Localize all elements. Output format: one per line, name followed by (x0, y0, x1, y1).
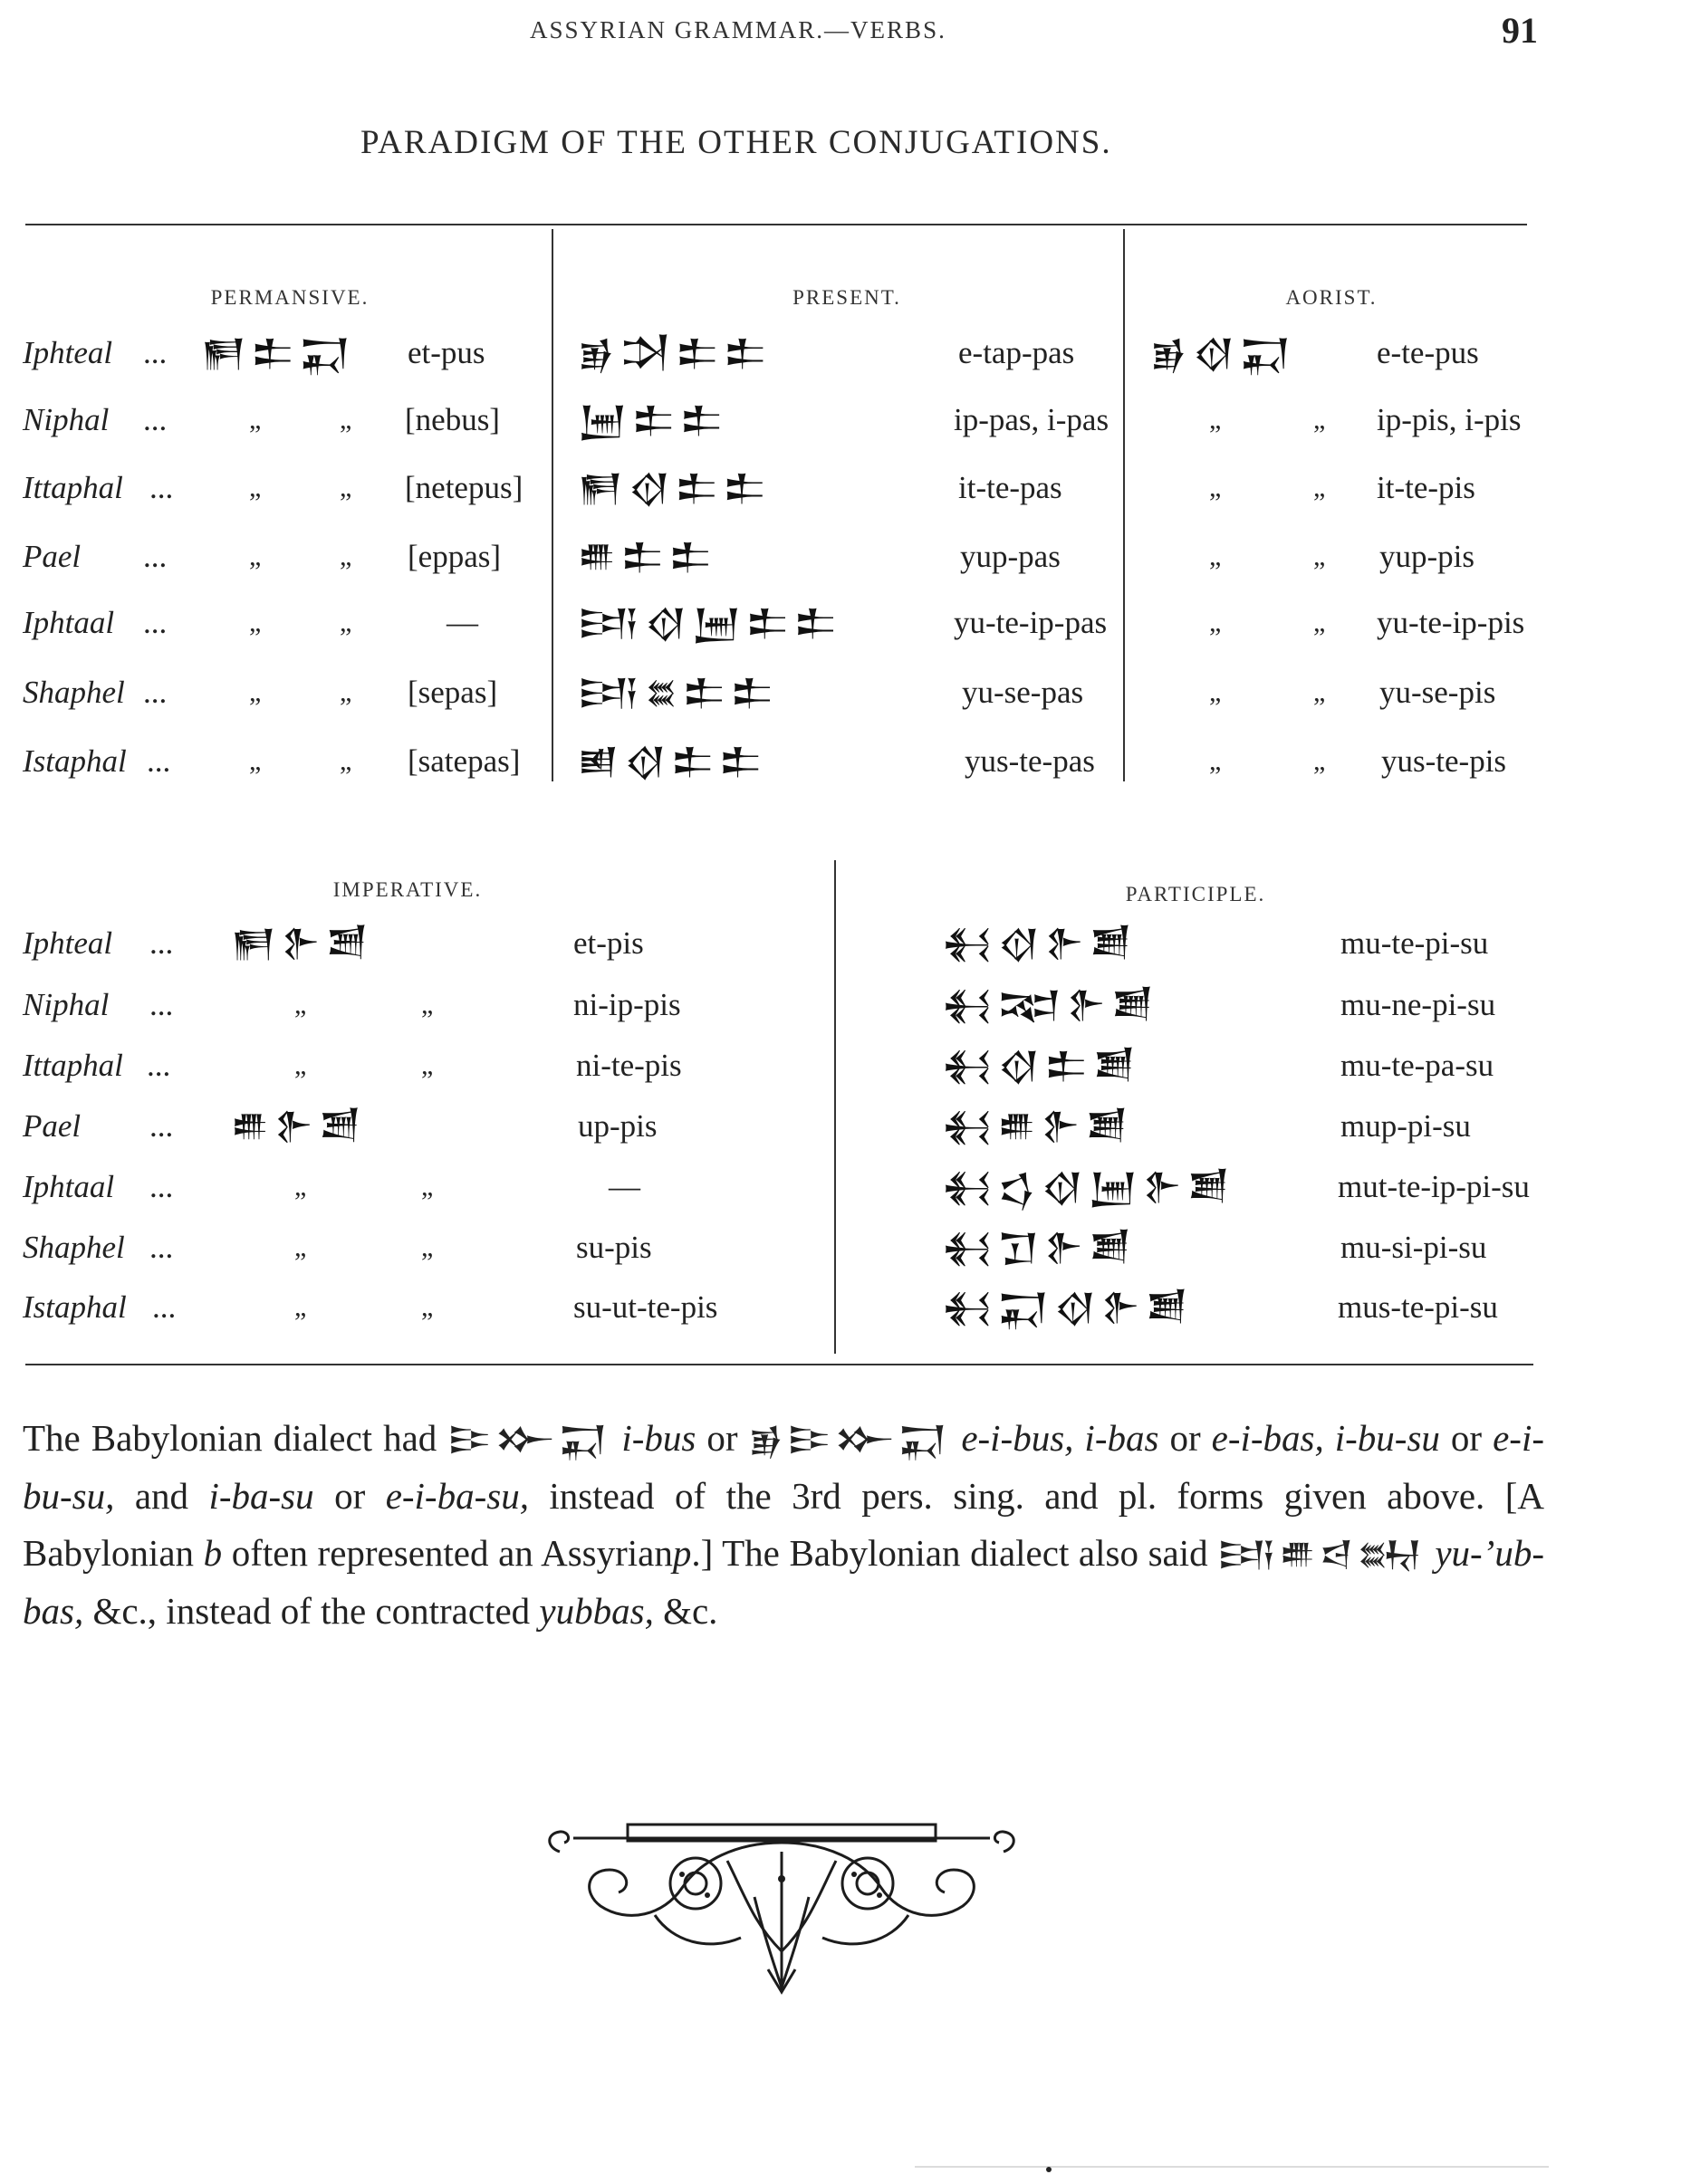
lower-row (0, 1106, 1681, 1161)
present-cuneiform: 𒂊𒋫𒉺𒉺 (578, 332, 773, 374)
imperative-header: IMPERATIVE. (332, 878, 483, 901)
tailpiece-ornament (546, 1788, 1017, 2006)
para-text: instead of the 3rd pers. sing. and pl. forms given above. [A Babylonian (23, 1475, 1545, 1574)
para-text: and (134, 1475, 189, 1517)
participle-cuneiform: 𒈬𒋛𒉿𒋢 (942, 1227, 1138, 1269)
aorist-translit: yu-te-ip-pis (1377, 605, 1525, 640)
upper-row (0, 400, 1681, 455)
present-translit: e-tap-pas (958, 335, 1075, 370)
page-number: 91 (1502, 10, 1538, 51)
leader-dots: ... (143, 335, 168, 370)
para-text: or (1450, 1417, 1483, 1459)
ditto-mark: „ (340, 677, 352, 707)
ditto-mark: „ (1209, 608, 1222, 637)
present-cuneiform: 𒅖𒋼𒉺𒉺 (578, 741, 768, 782)
participle-cuneiform: 𒈬𒌑𒉿𒋢 (942, 1106, 1134, 1147)
para-italic: b (203, 1532, 223, 1574)
para-cuneiform: 𒄿𒁍𒍑 (447, 1419, 611, 1459)
ditto-mark: „ (249, 473, 262, 503)
present-cuneiform: 𒅀𒊺𒉺𒉺 (578, 672, 779, 714)
permansive-translit: [sepas] (408, 675, 498, 710)
leader-dots: ... (147, 743, 171, 779)
ditto-mark: „ (1209, 405, 1222, 435)
lower-row (0, 985, 1681, 1039)
ditto-mark: „ (421, 1232, 434, 1262)
ditto-mark: „ (1209, 746, 1222, 776)
aorist-translit: yu-se-pis (1379, 675, 1496, 710)
ditto-mark: „ (340, 746, 352, 776)
lower-row (0, 1228, 1681, 1282)
leader-dots: ... (152, 1289, 177, 1325)
ditto-mark: „ (294, 1232, 307, 1262)
present-translit: yu-te-ip-pas (954, 605, 1108, 640)
lower-row (0, 924, 1681, 978)
permansive-translit: [netepus] (405, 470, 524, 505)
para-italic: i-ba-su (208, 1475, 314, 1517)
present-cuneiform: 𒌑𒉺𒉺 (578, 536, 717, 578)
leader-dots: ... (147, 1048, 171, 1083)
aorist-translit: yup-pis (1379, 539, 1474, 574)
conjugation-name: Istaphal (23, 743, 127, 779)
imperative-translit: ni-te-pis (576, 1048, 682, 1083)
ditto-mark: „ (340, 608, 352, 637)
ditto-mark: „ (1313, 541, 1326, 571)
leader-dots: ... (149, 925, 174, 961)
upper-row (0, 333, 1681, 388)
present-cuneiform: 𒅁𒉺𒉺 (578, 399, 729, 441)
ditto-mark: „ (1313, 473, 1326, 503)
lower-table-bottom-rule (25, 1364, 1533, 1365)
leader-dots: ... (149, 470, 174, 505)
leader-dots: ... (143, 539, 168, 574)
leader-dots: ... (149, 1230, 174, 1265)
ditto-mark: „ (421, 1050, 434, 1080)
scan-specks (915, 2159, 1549, 2177)
para-italic: e-i-bus, i-bas (961, 1417, 1159, 1459)
body-paragraph (23, 1410, 1544, 1640)
ditto-mark: „ (249, 746, 262, 776)
participle-translit: mu-te-pi-su (1340, 925, 1489, 961)
participle-cuneiform: 𒈬𒋼𒉺𒋢 (942, 1045, 1141, 1087)
imperative-translit: ni-ip-pis (573, 987, 681, 1022)
para-text: &c., instead of the contracted (92, 1590, 531, 1632)
para-italic: p (672, 1532, 692, 1574)
ditto-mark: „ (1209, 677, 1222, 707)
aorist-translit: it-te-pis (1377, 470, 1475, 505)
permansive-translit: [satepas] (408, 743, 521, 779)
participle-cuneiform: 𒈬𒌓𒋼𒅁𒉿𒋢 (942, 1166, 1235, 1208)
conjugation-name: Iphtaal (23, 1169, 115, 1204)
para-text: The Babylonian dialect had (23, 1417, 437, 1459)
ditto-mark: „ (1313, 746, 1326, 776)
conjugation-name: Iphtaal (23, 605, 115, 640)
permansive-translit: — (447, 605, 478, 640)
participle-translit: mu-te-pa-su (1340, 1048, 1494, 1083)
participle-cuneiform: 𒈬𒋼𒉿𒋢 (942, 923, 1138, 964)
upper-row (0, 673, 1681, 727)
ditto-mark: „ (421, 1172, 434, 1202)
present-translit: it-te-pas (958, 470, 1062, 505)
ditto-mark: „ (294, 1172, 307, 1202)
aorist-header: AORIST. (1285, 286, 1378, 309)
ditto-mark: „ (1313, 677, 1326, 707)
present-header: PRESENT. (792, 286, 901, 309)
ditto-mark: „ (1209, 473, 1222, 503)
ditto-mark: „ (340, 541, 352, 571)
present-translit: yus-te-pas (965, 743, 1095, 779)
conjugation-name: Ittaphal (23, 470, 123, 505)
permansive-translit: [nebus] (405, 402, 500, 437)
permansive-cuneiform: 𒂍𒉺𒍑 (201, 332, 356, 374)
participle-header: PARTICIPLE. (1125, 883, 1266, 905)
para-cuneiform: 𒂊𒄿𒁍𒍑 (748, 1419, 951, 1459)
ditto-mark: „ (294, 1050, 307, 1080)
participle-cuneiform: 𒈬𒍑𒋼𒉿𒋢 (942, 1287, 1194, 1328)
permansive-header: PERMANSIVE. (210, 286, 370, 309)
conjugation-name: Niphal (23, 402, 110, 437)
aorist-translit: e-te-pus (1377, 335, 1479, 370)
running-head: ASSYRIAN GRAMMAR.—VERBS. (530, 16, 946, 43)
para-italic: yubbas, (539, 1590, 654, 1632)
para-text: .] The Babylonian dialect also said (691, 1532, 1208, 1574)
permansive-translit: [eppas] (408, 539, 502, 574)
leader-dots: ... (149, 1169, 174, 1204)
imperative-translit: su-ut-te-pis (573, 1289, 718, 1325)
aorist-translit: yus-te-pis (1381, 743, 1507, 779)
upper-row (0, 742, 1681, 796)
leader-dots: ... (149, 987, 174, 1022)
aorist-cuneiform: 𒂊𒋼𒍑 (1150, 332, 1296, 374)
para-text: &c. (663, 1590, 718, 1632)
ditto-mark: „ (1313, 405, 1326, 435)
conjugation-name: Pael (23, 539, 82, 574)
participle-translit: mup-pi-su (1340, 1108, 1471, 1144)
leader-dots: ... (143, 605, 168, 640)
participle-cuneiform: 𒈬𒉈𒉿𒋢 (942, 984, 1159, 1026)
leader-dots: ... (149, 1108, 174, 1144)
conjugation-name: Iphteal (23, 925, 113, 961)
para-text: often represented an Assyrian (231, 1532, 673, 1574)
conjugation-name: Shaphel (23, 675, 125, 710)
imperative-translit: up-pis (578, 1108, 658, 1144)
present-cuneiform: 𒂍𒋼𒉺𒉺 (578, 467, 772, 509)
ditto-mark: „ (1209, 541, 1222, 571)
ditto-mark: „ (421, 990, 434, 1020)
imperative-cuneiform: 𒌑𒉿𒍪 (231, 1106, 367, 1147)
imperative-translit: et-pis (573, 925, 644, 961)
para-italic: e-i-bu-su, (23, 1417, 1544, 1517)
ditto-mark: „ (340, 405, 352, 435)
permansive-translit: et-pus (408, 335, 485, 370)
imperative-translit: su-pis (576, 1230, 652, 1265)
present-translit: yup-pas (960, 539, 1061, 574)
para-italic: e-i-bas, i-bu-su (1211, 1417, 1440, 1459)
upper-row (0, 603, 1681, 657)
lower-row (0, 1046, 1681, 1100)
ditto-mark: „ (421, 1292, 434, 1322)
present-translit: ip-pas, i-pas (954, 402, 1109, 437)
ditto-mark: „ (249, 608, 262, 637)
lower-row (0, 1288, 1681, 1342)
ditto-mark: „ (340, 473, 352, 503)
ditto-mark: „ (294, 990, 307, 1020)
present-cuneiform: 𒅀𒋼𒅁𒉺𒉺 (578, 602, 843, 644)
leader-dots: ... (143, 402, 168, 437)
para-italic: i-bus (621, 1417, 696, 1459)
para-text: or (334, 1475, 366, 1517)
lower-row (0, 1167, 1681, 1221)
para-text: or (1169, 1417, 1201, 1459)
present-translit: yu-se-pas (962, 675, 1084, 710)
participle-translit: mut-te-ip-pi-su (1338, 1169, 1530, 1204)
conjugation-name: Pael (23, 1108, 82, 1144)
conjugation-name: Istaphal (23, 1289, 127, 1325)
participle-translit: mu-ne-pi-su (1340, 987, 1496, 1022)
participle-translit: mu-si-pi-su (1340, 1230, 1487, 1265)
aorist-translit: ip-pis, i-pis (1377, 402, 1522, 437)
page-title: PARADIGM OF THE OTHER CONJUGATIONS. (360, 124, 1112, 161)
imperative-cuneiform: 𒂍𒉿𒍪 (231, 923, 374, 964)
participle-translit: mus-te-pi-su (1338, 1289, 1498, 1325)
ditto-mark: „ (1313, 608, 1326, 637)
upper-row (0, 537, 1681, 591)
leader-dots: ... (143, 675, 168, 710)
ditto-mark: „ (294, 1292, 307, 1322)
para-cuneiform: 𒅀𒌑𒁀𒊻 (1217, 1534, 1426, 1574)
imperative-translit: — (609, 1169, 640, 1204)
conjugation-name: Niphal (23, 987, 110, 1022)
para-italic: e-i-ba-su, (385, 1475, 529, 1517)
ditto-mark: „ (249, 677, 262, 707)
ditto-mark: „ (249, 541, 262, 571)
upper-table-top-rule (25, 224, 1527, 225)
conjugation-name: Ittaphal (23, 1048, 123, 1083)
upper-row (0, 468, 1681, 522)
para-text: or (706, 1417, 738, 1459)
para-italic: yu-’ub-bas, (23, 1532, 1544, 1632)
conjugation-name: Iphteal (23, 335, 113, 370)
conjugation-name: Shaphel (23, 1230, 125, 1265)
ditto-mark: „ (249, 405, 262, 435)
